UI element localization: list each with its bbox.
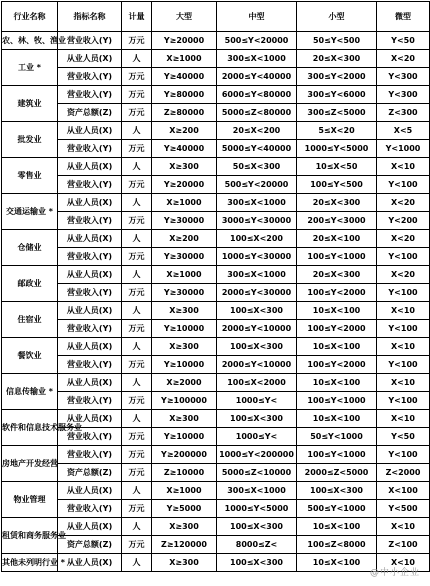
small-cell: 100≤Y<1000 — [297, 248, 377, 266]
micro-cell: X<10 — [377, 374, 430, 392]
unit-cell: 万元 — [122, 428, 152, 446]
unit-cell: 万元 — [122, 212, 152, 230]
medium-cell: 5000≤Z<80000 — [217, 104, 297, 122]
medium-cell: 2000≤Y<30000 — [217, 284, 297, 302]
industry-name-cell: 软件和信息技术服务业 — [2, 410, 58, 446]
industry-name-cell: 批发业 — [2, 122, 58, 158]
table-row — [2, 518, 430, 536]
small-cell: 100≤X<300 — [297, 482, 377, 500]
table-body — [2, 32, 430, 572]
small-cell: 20≤X<300 — [297, 266, 377, 284]
small-cell: 50≤Y<500 — [297, 32, 377, 50]
table-row — [2, 482, 430, 500]
unit-cell: 人 — [122, 338, 152, 356]
metric-cell: 营业收入(Y) — [58, 392, 122, 410]
micro-cell: Y<100 — [377, 446, 430, 464]
unit-cell: 人 — [122, 158, 152, 176]
table-header-row — [2, 2, 430, 32]
large-cell: X≥200 — [152, 230, 217, 248]
medium-cell: 2000≤Y<40000 — [217, 68, 297, 86]
table-row — [2, 248, 430, 266]
metric-cell: 营业收入(Y) — [58, 356, 122, 374]
metric-cell: 营业收入(Y) — [58, 212, 122, 230]
small-cell: 10≤X<100 — [297, 518, 377, 536]
industry-name-cell: 住宿业 — [2, 302, 58, 338]
small-cell: 500≤Y<1000 — [297, 500, 377, 518]
industry-name-cell: 房地产开发经营 — [2, 446, 58, 482]
small-cell: 200≤Y<3000 — [297, 212, 377, 230]
metric-cell: 从业人员(X) — [58, 266, 122, 284]
table-row — [2, 212, 430, 230]
large-cell: Y≥30000 — [152, 284, 217, 302]
unit-cell: 万元 — [122, 284, 152, 302]
micro-cell: X<10 — [377, 338, 430, 356]
medium-cell: 2000≤Y<10000 — [217, 356, 297, 374]
unit-cell: 万元 — [122, 104, 152, 122]
small-cell: 10≤X<50 — [297, 158, 377, 176]
small-cell: 100≤Y<2000 — [297, 284, 377, 302]
large-cell: X≥200 — [152, 122, 217, 140]
micro-cell: X<10 — [377, 158, 430, 176]
header-unit: 计量 — [122, 2, 152, 32]
table-row — [2, 176, 430, 194]
micro-cell: Z<300 — [377, 104, 430, 122]
small-cell: 50≤Y<1000 — [297, 428, 377, 446]
table-row — [2, 338, 430, 356]
table-row — [2, 410, 430, 428]
large-cell: Y≥40000 — [152, 140, 217, 158]
small-cell: 10≤X<100 — [297, 554, 377, 572]
industry-name-cell: 工业 * — [2, 50, 58, 86]
header-large: 大型 — [152, 2, 217, 32]
small-cell: 5≤X<20 — [297, 122, 377, 140]
metric-cell: 从业人员(X) — [58, 482, 122, 500]
metric-cell: 从业人员(X) — [58, 158, 122, 176]
large-cell: X≥1000 — [152, 50, 217, 68]
unit-cell: 人 — [122, 230, 152, 248]
large-cell: Y≥100000 — [152, 392, 217, 410]
medium-cell: 500≤Y<20000 — [217, 32, 297, 50]
industry-name-cell: 零售业 — [2, 158, 58, 194]
micro-cell: Y<300 — [377, 68, 430, 86]
large-cell: Y≥20000 — [152, 176, 217, 194]
table-row — [2, 158, 430, 176]
table-row — [2, 68, 430, 86]
small-cell: 300≤Y<2000 — [297, 68, 377, 86]
unit-cell: 万元 — [122, 356, 152, 374]
header-micro: 微型 — [377, 2, 430, 32]
industry-name-cell: 租赁和商务服务业 — [2, 518, 58, 554]
industry-name-cell: 农、林、牧、渔业 — [2, 32, 58, 50]
micro-cell: Z<2000 — [377, 464, 430, 482]
medium-cell: 3000≤Y<30000 — [217, 212, 297, 230]
table-row — [2, 554, 430, 572]
table-row — [2, 302, 430, 320]
micro-cell: X<100 — [377, 482, 430, 500]
medium-cell: 100≤X<200 — [217, 230, 297, 248]
enterprise-size-table — [1, 1, 430, 572]
micro-cell: Z<100 — [377, 536, 430, 554]
large-cell: Z≥10000 — [152, 464, 217, 482]
large-cell: Y≥200000 — [152, 446, 217, 464]
metric-cell: 从业人员(X) — [58, 194, 122, 212]
medium-cell: 1000≤Y<30000 — [217, 248, 297, 266]
metric-cell: 营业收入(Y) — [58, 500, 122, 518]
unit-cell: 万元 — [122, 500, 152, 518]
small-cell: 100≤Y<2000 — [297, 320, 377, 338]
medium-cell: 100≤X<300 — [217, 302, 297, 320]
metric-cell: 从业人员(X) — [58, 50, 122, 68]
small-cell: 10≤X<100 — [297, 338, 377, 356]
micro-cell: Y<100 — [377, 320, 430, 338]
metric-cell: 从业人员(X) — [58, 518, 122, 536]
header-medium: 中型 — [217, 2, 297, 32]
watermark: @中小企业 — [369, 568, 420, 578]
table-row — [2, 50, 430, 68]
large-cell: X≥300 — [152, 158, 217, 176]
unit-cell: 人 — [122, 266, 152, 284]
small-cell: 100≤Y<1000 — [297, 446, 377, 464]
large-cell: X≥1000 — [152, 194, 217, 212]
table-row — [2, 32, 430, 50]
micro-cell: Y<1000 — [377, 140, 430, 158]
micro-cell: Y<100 — [377, 248, 430, 266]
table-row — [2, 374, 430, 392]
metric-cell: 从业人员(X) — [58, 374, 122, 392]
industry-name-cell: 仓储业 — [2, 230, 58, 266]
small-cell: 10≤X<100 — [297, 410, 377, 428]
table-row — [2, 500, 430, 518]
table-row — [2, 392, 430, 410]
large-cell: X≥300 — [152, 518, 217, 536]
medium-cell: 1000≤Y<200000 — [217, 446, 297, 464]
table-row — [2, 104, 430, 122]
micro-cell: X<20 — [377, 230, 430, 248]
medium-cell: 300≤X<1000 — [217, 482, 297, 500]
large-cell: Z≥120000 — [152, 536, 217, 554]
micro-cell: X<20 — [377, 50, 430, 68]
micro-cell: Y<100 — [377, 356, 430, 374]
small-cell: 300≤Z<5000 — [297, 104, 377, 122]
industry-name-cell: 交通运输业 * — [2, 194, 58, 230]
table-row — [2, 194, 430, 212]
metric-cell: 营业收入(Y) — [58, 284, 122, 302]
industry-name-cell: 信息传输业 * — [2, 374, 58, 410]
small-cell: 20≤X<300 — [297, 194, 377, 212]
small-cell: 300≤Y<6000 — [297, 86, 377, 104]
small-cell: 10≤X<100 — [297, 302, 377, 320]
medium-cell: 1000≤Y<5000 — [217, 500, 297, 518]
industry-name-cell: 邮政业 — [2, 266, 58, 302]
table-row — [2, 284, 430, 302]
metric-cell: 营业收入(Y) — [58, 428, 122, 446]
metric-cell: 营业收入(Y) — [58, 32, 122, 50]
medium-cell: 8000≤Z< — [217, 536, 297, 554]
metric-cell: 从业人员(X) — [58, 302, 122, 320]
medium-cell: 6000≤Y<80000 — [217, 86, 297, 104]
metric-cell: 资产总额(Z) — [58, 536, 122, 554]
unit-cell: 万元 — [122, 320, 152, 338]
unit-cell: 万元 — [122, 176, 152, 194]
table-row — [2, 140, 430, 158]
medium-cell: 300≤X<1000 — [217, 50, 297, 68]
unit-cell: 万元 — [122, 392, 152, 410]
large-cell: Y≥10000 — [152, 428, 217, 446]
header-industry: 行业名称 — [2, 2, 58, 32]
medium-cell: 20≤X<200 — [217, 122, 297, 140]
micro-cell: X<20 — [377, 194, 430, 212]
micro-cell: X<10 — [377, 410, 430, 428]
micro-cell: X<10 — [377, 518, 430, 536]
medium-cell: 100≤X<300 — [217, 554, 297, 572]
medium-cell: 100≤X<300 — [217, 338, 297, 356]
small-cell: 20≤X<300 — [297, 50, 377, 68]
large-cell: Y≥5000 — [152, 500, 217, 518]
metric-cell: 营业收入(Y) — [58, 140, 122, 158]
unit-cell: 人 — [122, 194, 152, 212]
large-cell: X≥2000 — [152, 374, 217, 392]
large-cell: X≥300 — [152, 554, 217, 572]
large-cell: X≥300 — [152, 410, 217, 428]
micro-cell: Y<300 — [377, 86, 430, 104]
metric-cell: 营业收入(Y) — [58, 86, 122, 104]
medium-cell: 100≤X<300 — [217, 410, 297, 428]
unit-cell: 人 — [122, 122, 152, 140]
medium-cell: 50≤X<300 — [217, 158, 297, 176]
micro-cell: X<20 — [377, 266, 430, 284]
large-cell: X≥1000 — [152, 266, 217, 284]
unit-cell: 人 — [122, 50, 152, 68]
unit-cell: 人 — [122, 482, 152, 500]
unit-cell: 人 — [122, 410, 152, 428]
micro-cell: Y<100 — [377, 284, 430, 302]
small-cell: 2000≤Z<5000 — [297, 464, 377, 482]
table-row — [2, 446, 430, 464]
table-row — [2, 356, 430, 374]
metric-cell: 从业人员(X) — [58, 410, 122, 428]
large-cell: X≥300 — [152, 302, 217, 320]
metric-cell: 从业人员(X) — [58, 122, 122, 140]
large-cell: Y≥10000 — [152, 320, 217, 338]
industry-name-cell: 建筑业 — [2, 86, 58, 122]
unit-cell: 人 — [122, 518, 152, 536]
table-row — [2, 464, 430, 482]
large-cell: Y≥30000 — [152, 248, 217, 266]
small-cell: 100≤Z<8000 — [297, 536, 377, 554]
small-cell: 10≤X<100 — [297, 374, 377, 392]
metric-cell: 营业收入(Y) — [58, 68, 122, 86]
medium-cell: 1000≤Y< — [217, 392, 297, 410]
table-row — [2, 122, 430, 140]
micro-cell: Y<200 — [377, 212, 430, 230]
unit-cell: 人 — [122, 374, 152, 392]
metric-cell: 从业人员(X) — [58, 230, 122, 248]
table-row — [2, 86, 430, 104]
large-cell: Y≥20000 — [152, 32, 217, 50]
large-cell: Y≥80000 — [152, 86, 217, 104]
small-cell: 100≤Y<2000 — [297, 356, 377, 374]
table-row — [2, 230, 430, 248]
unit-cell: 万元 — [122, 140, 152, 158]
unit-cell: 人 — [122, 302, 152, 320]
small-cell: 100≤Y<500 — [297, 176, 377, 194]
micro-cell: Y<500 — [377, 500, 430, 518]
unit-cell: 万元 — [122, 68, 152, 86]
medium-cell: 300≤X<1000 — [217, 266, 297, 284]
industry-name-cell: 餐饮业 — [2, 338, 58, 374]
large-cell: Y≥30000 — [152, 212, 217, 230]
small-cell: 100≤Y<1000 — [297, 392, 377, 410]
micro-cell: Y<50 — [377, 428, 430, 446]
large-cell: X≥300 — [152, 338, 217, 356]
medium-cell: 2000≤Y<10000 — [217, 320, 297, 338]
small-cell: 20≤X<100 — [297, 230, 377, 248]
header-small: 小型 — [297, 2, 377, 32]
medium-cell: 300≤X<1000 — [217, 194, 297, 212]
micro-cell: Y<50 — [377, 32, 430, 50]
medium-cell: 5000≤Z<10000 — [217, 464, 297, 482]
micro-cell: X<10 — [377, 302, 430, 320]
unit-cell: 万元 — [122, 464, 152, 482]
metric-cell: 营业收入(Y) — [58, 176, 122, 194]
micro-cell: X<5 — [377, 122, 430, 140]
metric-cell: 资产总额(Z) — [58, 464, 122, 482]
large-cell: Z≥80000 — [152, 104, 217, 122]
unit-cell: 万元 — [122, 86, 152, 104]
metric-cell: 资产总额(Z) — [58, 104, 122, 122]
large-cell: Y≥40000 — [152, 68, 217, 86]
table-row — [2, 320, 430, 338]
unit-cell: 人 — [122, 554, 152, 572]
micro-cell: X<10 — [377, 554, 430, 572]
metric-cell: 营业收入(Y) — [58, 248, 122, 266]
table-row — [2, 266, 430, 284]
medium-cell: 5000≤Y<40000 — [217, 140, 297, 158]
unit-cell: 万元 — [122, 446, 152, 464]
metric-cell: 营业收入(Y) — [58, 446, 122, 464]
metric-cell: 从业人员(X) — [58, 554, 122, 572]
industry-name-cell: 物业管理 — [2, 482, 58, 518]
micro-cell: Y<100 — [377, 176, 430, 194]
header-metric: 指标名称 — [58, 2, 122, 32]
medium-cell: 100≤X<300 — [217, 518, 297, 536]
small-cell: 1000≤Y<5000 — [297, 140, 377, 158]
medium-cell: 500≤Y<20000 — [217, 176, 297, 194]
unit-cell: 万元 — [122, 536, 152, 554]
unit-cell: 万元 — [122, 32, 152, 50]
large-cell: Y≥10000 — [152, 356, 217, 374]
metric-cell: 营业收入(Y) — [58, 320, 122, 338]
large-cell: X≥1000 — [152, 482, 217, 500]
metric-cell: 从业人员(X) — [58, 338, 122, 356]
medium-cell: 100≤X<2000 — [217, 374, 297, 392]
industry-name-cell: 其他未列明行业 * — [2, 554, 58, 572]
unit-cell: 万元 — [122, 248, 152, 266]
medium-cell: 1000≤Y< — [217, 428, 297, 446]
micro-cell: Y<100 — [377, 392, 430, 410]
